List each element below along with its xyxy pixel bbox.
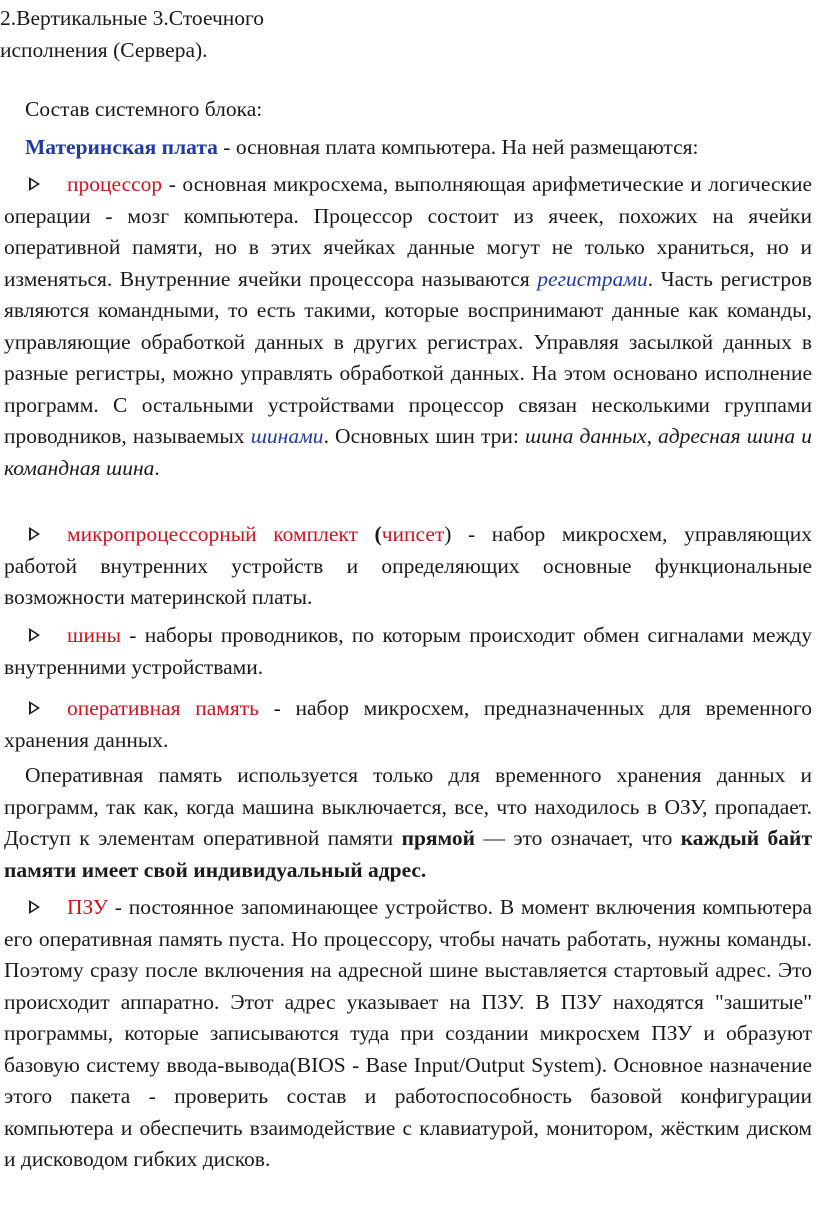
bus-text: - наборы проводников, по которым происходит обмен сигналами между внутренними устройствами. [4,623,812,679]
arrowhead-bullet-icon [29,892,67,924]
bus-term: шины [67,623,122,647]
chipset-close-paren: ) [444,522,452,546]
cpu-text-2: . Часть регистров являются командными, то есть такими, которые воспринимают данные как команды, управляющие обработкой данных в других регистрах. Управляя засылкой данных в разные регистры, можно управлять обработкой данных. На этом основано исполнение программ. С остальными устройствами процессор связан несколькими группами проводников, называемых [4,266,812,448]
cpu-text-3: . Основных шин три: [323,424,525,448]
rom-term: ПЗУ [67,895,108,919]
chipset-text: - набор микросхем, управляющих работой внутренних устройств и определяющих основные функциональные возможности материнской платы. [4,522,812,609]
chipset-open-paren: ( [357,522,382,546]
ram-term: оперативная память [67,696,259,720]
ram-note-bold-end: каждый байт памяти имеет свой индивидуальный адрес. [4,826,812,882]
bus-types-text: шина данных, адресная шина и командная шина [4,424,812,480]
arrowhead-bullet-icon [29,693,67,725]
chipset-paragraph [4,519,812,614]
motherboard-text: - основная плата компьютера. На ней размещаются: [217,135,699,159]
ram-note-text-2: — это означает, что [475,826,681,850]
buses-term: шинами [250,424,324,448]
header-line-1: 2.Вертикальные 3.Стоечного [0,6,265,30]
bus-paragraph [4,620,812,683]
arrowhead-bullet-icon [29,519,67,551]
section-title: Состав системного блока: [25,97,263,121]
ram-note-direct: прямой [401,826,476,850]
registers-term: регистрами [537,266,648,291]
cpu-term: процессор [67,172,163,196]
header-line-2: исполнения (Сервера). [0,38,208,62]
rom-text: - постоянное запоминающее устройство. В момент включения компьютера его оперативная память пуста. Но процессору, чтобы начать работать, нужны команды. Поэтому сразу после включения на адресной шине выставляется стартовый адрес. Это происходит аппаратно. Этот адрес указывает на ПЗУ. В ПЗУ находятся "зашитые" программы, которые записываются туда при создании микросхем ПЗУ и образуют базовую систему ввода-вывода(BIOS - Base Input/Output System). Основное назначение этого пакета - проверить состав и работоспособность базовой конфигурации компьютера и обеспечить взаимодействие с клавиатурой, монитором, жёстким диском и дисководом гибких дисков. [4,895,812,1171]
motherboard-paragraph [25,132,815,164]
cpu-text-1: - основная микросхема, выполняющая арифметические и логические операции - мозг компьютера. Процессор состоит из ячеек, похожих на ячейки оперативной памяти, но в этих ячейках данные могут не только храниться, но и изменяться. Внутренние ячейки процессора называются [4,172,812,291]
rom-paragraph [4,892,812,1176]
ram-note-paragraph [4,760,812,886]
header-text [0,2,520,66]
chipset-term-2: чипсет [381,522,445,546]
ram-note-text-1: Оперативная память используется только для временного хранения данных и программ, так как, когда машина выключается, все, что находилось в ОЗУ, пропадает. Доступ к элементам оперативной памяти [4,763,812,850]
motherboard-term: Материнская плата [25,135,218,159]
cpu-text-4: . [154,455,160,480]
arrowhead-bullet-icon [29,620,67,652]
ram-paragraph [4,693,812,756]
cpu-paragraph [4,169,812,484]
arrowhead-bullet-icon [29,169,67,201]
ram-text: - набор микросхем, предназначенных для временного хранения данных. [4,696,812,752]
chipset-term: микропроцессорный комплект [67,522,358,546]
